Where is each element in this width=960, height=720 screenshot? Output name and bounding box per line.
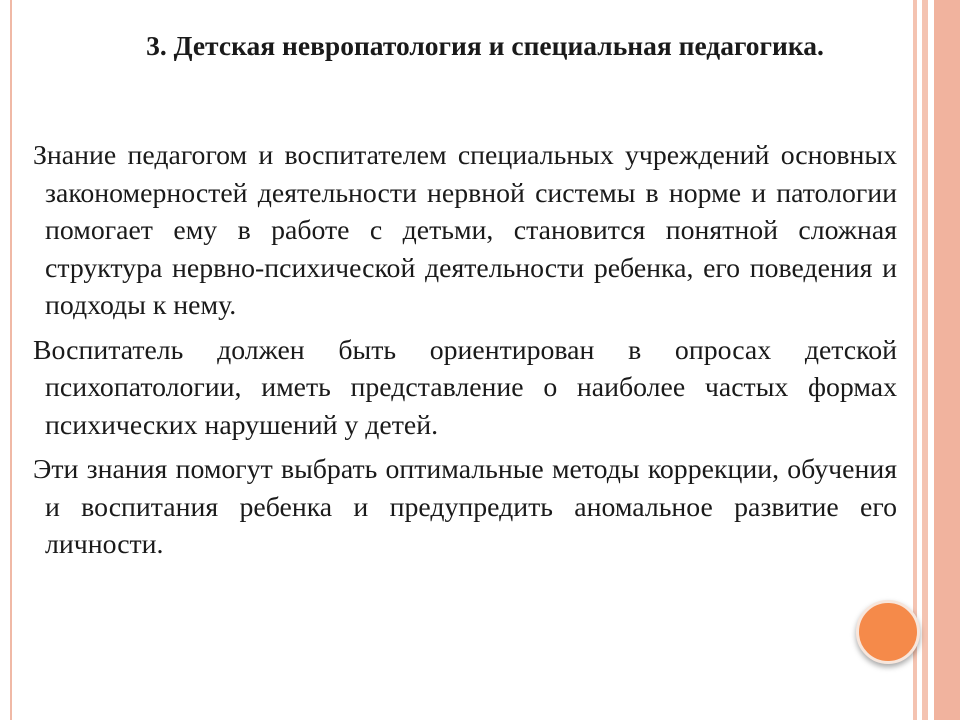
left-border-line <box>10 0 12 720</box>
right-decor-stripe <box>922 0 928 720</box>
right-decor-stripe <box>934 0 960 720</box>
body-paragraph: Эти знания помогут выбрать оптимальные методы коррекции, обучения и воспитания ребенка и предупредить аномальное развитие его личности. <box>33 454 897 560</box>
slide-body <box>33 137 897 571</box>
slide-title: 3. Детская невропатология и специальная педагогика. <box>146 30 824 61</box>
body-paragraph: Воспитатель должен быть ориентирован в опросах детской психопатологии, иметь представление о наиболее частых формах психических нарушений у детей. <box>33 334 897 441</box>
orange-circle-decoration <box>856 600 920 664</box>
body-paragraph: Знание педагогом и воспитателем специальных учреждений основных закономерностей деятельности нервной системы в норме и патологии помогает ему в работе с детьми, становится понятной сложная структура нервно-психической деятельности ребенка, его поведения и подходы к нему. <box>33 140 897 321</box>
